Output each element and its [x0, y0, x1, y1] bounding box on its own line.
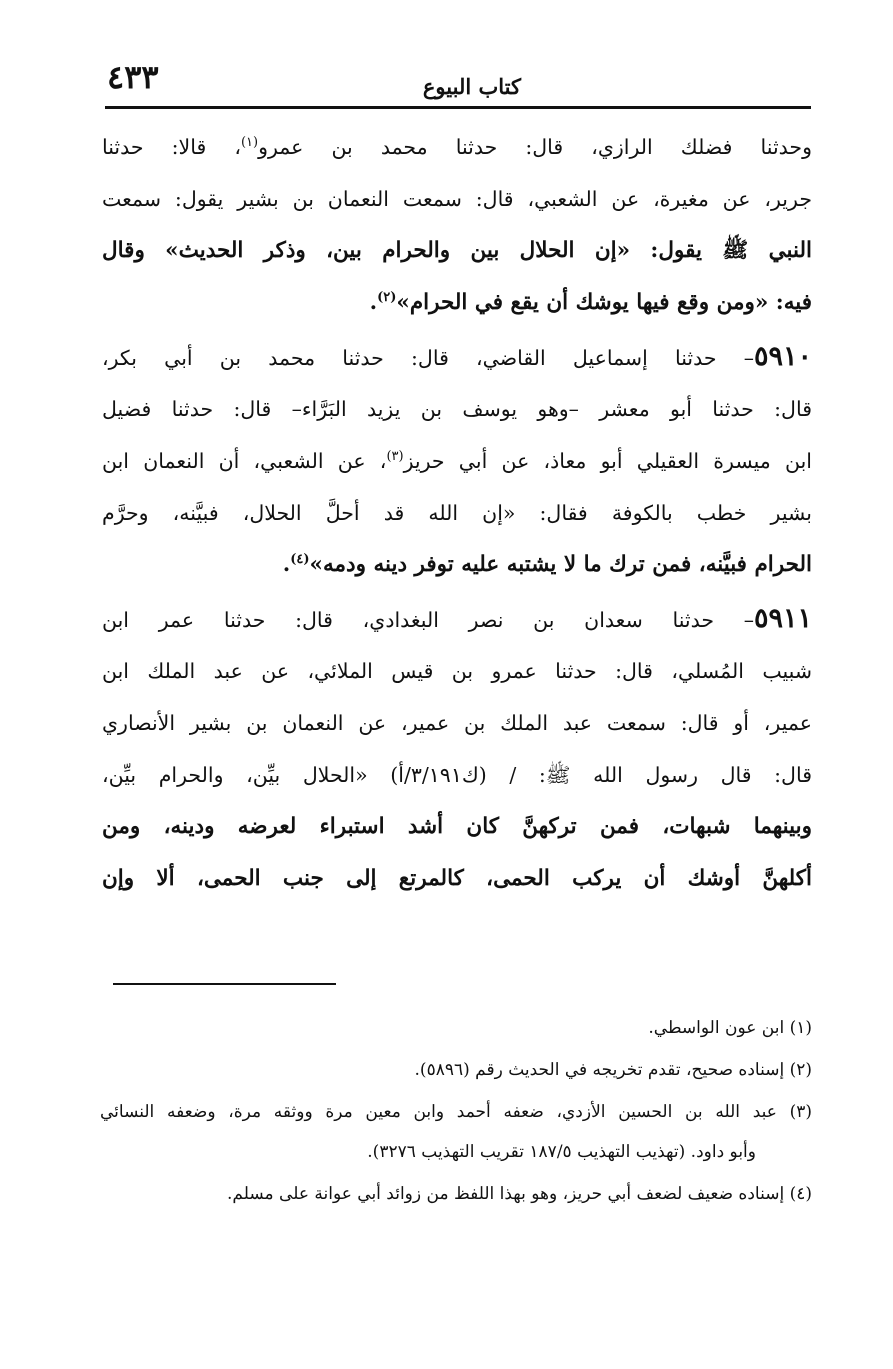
text-line: عمير، أو قال: سمعت عبد الملك بن عمير، عن النعمان بن بشير الأنصاري	[102, 711, 812, 735]
text-segment: فيه: «ومن وقع فيها يوشك أن يقع في الحرام»	[396, 290, 812, 315]
text-segment: – حدثنا إسماعيل القاضي، قال: حدثنا محمد بن أبي بكر،	[102, 346, 754, 370]
footnote-2: (٢) إسناده صحيح، تقدم تخريجه في الحديث رقم (٥٨٩٦).	[414, 1060, 812, 1080]
text-line	[102, 593, 812, 645]
text-line: جرير، عن مغيرة، عن الشعبي، قال: سمعت النعمان بن بشير يقول: سمعت	[102, 187, 812, 211]
text-segment: ابن ميسرة العقيلي أبو معاذ، عن أبي حريز	[403, 449, 812, 473]
text-segment: .	[369, 290, 378, 315]
text-line: النبي ﷺ يقول: «إن الحلال بين والحرام بين، وذكر الحديث» وقال	[102, 238, 812, 263]
text-segment: الحرام فبيَّنه، فمن ترك ما لا يشتبه عليه توفر دينه ودمه»	[309, 552, 812, 577]
text-line	[102, 539, 812, 591]
footnote-ref: (٤)	[290, 551, 310, 567]
hadith-number: ٥٩١١	[753, 603, 812, 634]
footnote-4: (٤) إسناده ضعيف لضعف أبي حريز، وهو بهذا اللفظ من زوائد أبي عوانة على مسلم.	[227, 1184, 812, 1204]
text-segment: وحدثنا فضلك الرازي، قال: حدثنا محمد بن عمرو	[258, 135, 812, 159]
hadith-number: ٥٩١٠	[753, 341, 812, 372]
text-segment: – حدثنا سعدان بن نصر البغدادي، قال: حدثنا عمر ابن	[102, 608, 754, 632]
text-segment: .	[282, 552, 291, 577]
footnote-1: (١) ابن عون الواسطي.	[648, 1018, 812, 1038]
footnote-ref: (٣)	[386, 449, 404, 465]
text-segment: ، قالا: حدثنا	[102, 135, 241, 159]
chapter-title: كتاب البيوع	[422, 74, 521, 99]
text-line: شبيب المُسلي، قال: حدثنا عمرو بن قيس الملائي، عن عبد الملك ابن	[102, 659, 812, 683]
text-line: قال: قال رسول الله ﷺ: / (ك٣/١٩١/أ) «الحلال بيِّن، والحرام بيِّن،	[102, 763, 812, 787]
text-line	[102, 277, 812, 329]
text-line: بشير خطب بالكوفة فقال: «إن الله قد أحلَّ الحلال، فبيَّنه، وحرَّم	[102, 501, 812, 525]
text-line: وبينهما شبهات، فمن تركهنَّ كان أشد استبراء لعرضه ودينه، ومن	[102, 814, 812, 839]
text-line	[102, 121, 812, 173]
footnote-ref: (١)	[240, 135, 259, 151]
footnote-3-continued: وأبو داود. (تهذيب التهذيب ١٨٧/٥ تقريب التهذيب ٣٢٧٦).	[367, 1142, 756, 1162]
text-segment: ، عن الشعبي، أن النعمان ابن	[102, 449, 387, 473]
text-line	[102, 331, 812, 383]
footnote-separator	[113, 983, 336, 985]
footnote-3: (٣) عبد الله بن الحسين الأزدي، ضعفه أحمد وابن معين مرة ووثقه مرة، وضعفه النسائي	[100, 1102, 812, 1122]
text-line: أكلهنَّ أوشك أن يركب الحمى، كالمرتع إلى جنب الحمى، ألا وإن	[102, 866, 812, 891]
page-number: ٤٣٣	[107, 58, 159, 96]
footnote-ref: (٢)	[377, 289, 397, 305]
text-line: قال: حدثنا أبو معشر –وهو يوسف بن يزيد البَرَّاء– قال: حدثنا فضيل	[102, 397, 812, 421]
text-line	[102, 435, 812, 487]
running-header	[105, 56, 811, 109]
